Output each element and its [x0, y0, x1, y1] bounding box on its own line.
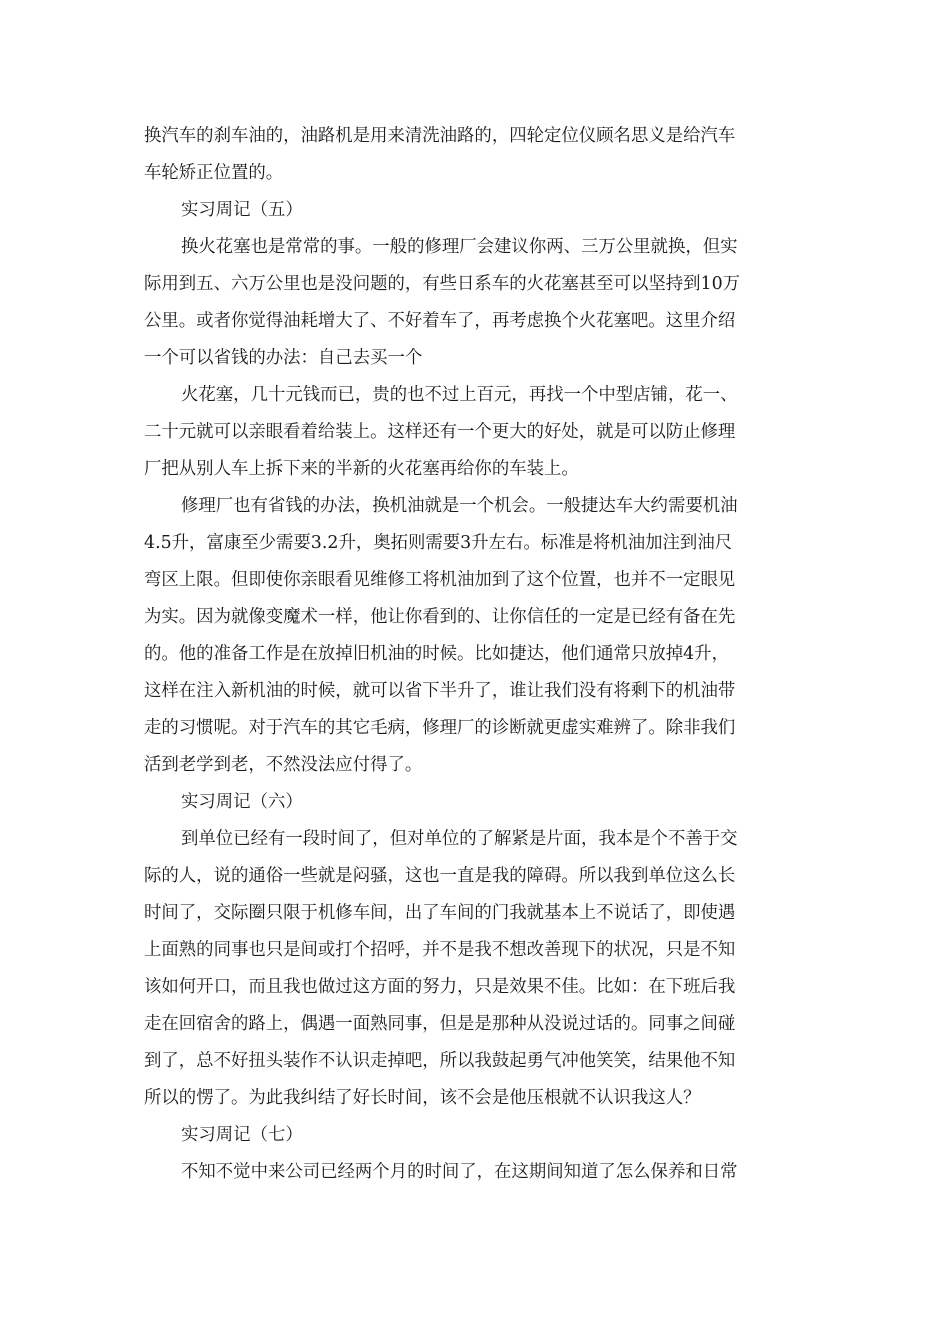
text-line: 修理厂也有省钱的办法，换机油就是一个机会。一般捷达车大约需要机油	[181, 496, 738, 516]
text-line: 际的人，说的通俗一些就是闷骚，这也一直是我的障碍。所以我到单位这么长	[144, 866, 736, 886]
text-line: 换汽车的刹车油的，油路机是用来清洗油路的，四轮定位仪顾名思义是给汽车	[144, 126, 736, 146]
document-body	[144, 118, 814, 1191]
text-line: 换火花塞也是常常的事。一般的修理厂会建议你两、三万公里就换，但实	[181, 237, 738, 257]
text-line: 一个可以省钱的办法：自己去买一个	[144, 348, 423, 368]
text-line: 活到老学到老，不然没法应付得了。	[144, 755, 423, 775]
text-line: 厂把从别人车上拆下来的半新的火花塞再给你的车装上。	[144, 459, 579, 479]
text-line: 到了，总不好扭头装作不认识走掉吧，所以我鼓起勇气冲他笑笑，结果他不知	[144, 1051, 736, 1071]
text-line: 际用到五、六万公里也是没问题的，有些日系车的火花塞甚至可以坚持到10万	[144, 274, 741, 294]
text-line: 公里。或者你觉得油耗增大了、不好着车了，再考虑换个火花塞吧。这里介绍	[144, 311, 736, 331]
section-heading: 实习周记（六）	[181, 792, 303, 812]
text-line: 时间了，交际圈只限于机修车间，出了车间的门我就基本上不说话了，即使遇	[144, 903, 736, 923]
text-line: 火花塞，几十元钱而已，贵的也不过上百元，再找一个中型店铺，花一、	[181, 385, 738, 405]
text-line: 这样在注入新机油的时候，就可以省下半升了，谁让我们没有将剩下的机油带	[144, 681, 736, 701]
section-heading: 实习周记（五）	[181, 200, 303, 220]
text-line: 走在回宿舍的路上，偶遇一面熟同事，但是是那种从没说过话的。同事之间碰	[144, 1014, 736, 1034]
text-line: 到单位已经有一段时间了，但对单位的了解紧是片面，我本是个不善于交	[181, 829, 738, 849]
text-line: 上面熟的同事也只是间或打个招呼，并不是我不想改善现下的状况，只是不知	[144, 940, 736, 960]
text-line: 的。他的准备工作是在放掉旧机油的时候。比如捷达，他们通常只放掉4升，	[144, 644, 729, 664]
section-heading: 实习周记（七）	[181, 1125, 303, 1145]
text-line: 弯区上限。但即使你亲眼看见维修工将机油加到了这个位置，也并不一定眼见	[144, 570, 736, 590]
text-line: 走的习惯呢。对于汽车的其它毛病，修理厂的诊断就更虚实难辨了。除非我们	[144, 718, 736, 738]
text-line: 所以的愣了。为此我纠结了好长时间，该不会是他压根就不认识我这人？	[144, 1088, 701, 1108]
text-line: 该如何开口，而且我也做过这方面的努力，只是效果不佳。比如：在下班后我	[144, 977, 736, 997]
text-line: 二十元就可以亲眼看着给装上。这样还有一个更大的好处，就是可以防止修理	[144, 422, 736, 442]
text-line: 不知不觉中来公司已经两个月的时间了，在这期间知道了怎么保养和日常	[181, 1162, 738, 1182]
text-line: 车轮矫正位置的。	[144, 163, 284, 183]
text-line: 为实。因为就像变魔术一样，他让你看到的、让你信任的一定是已经有备在先	[144, 607, 736, 627]
text-line: 4.5升，富康至少需要3.2升，奥拓则需要3升左右。标准是将机油加注到油尺	[144, 533, 733, 553]
